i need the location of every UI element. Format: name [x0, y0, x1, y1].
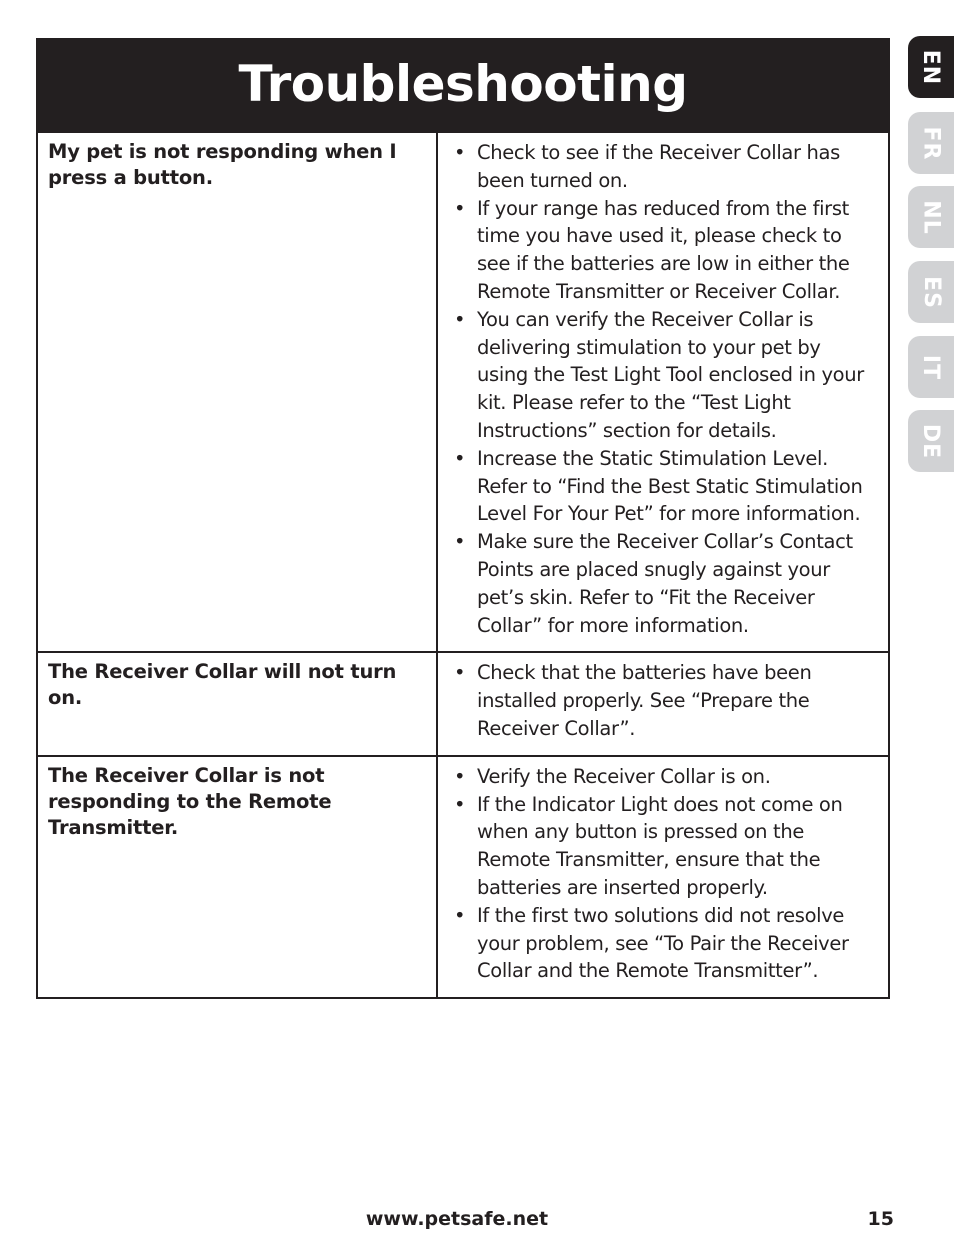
bullet-icon: • [454, 903, 466, 927]
solution-text: If the first two solutions did not resolve your problem, see “To Pair the Receiver Collar and the Remote Transmitter”. [477, 903, 849, 983]
tab-label: NL [918, 199, 944, 235]
list-item [454, 306, 874, 445]
table-row [37, 652, 889, 755]
solution-text: You can verify the Receiver Collar is delivering stimulation to your pet by using the Test Light Tool enclosed in your kit. Please refer to the “Test Light Instructions” section for details. [477, 307, 864, 442]
footer-url[interactable]: www.petsafe.net [365, 1208, 549, 1230]
list-item [454, 139, 874, 195]
list-item [454, 791, 874, 902]
solution-text: Increase the Static Stimulation Level. Refer to “Find the Best Static Stimulation Level For Your Pet” for more information. [477, 446, 863, 526]
solution-list [454, 763, 874, 985]
bullet-icon: • [454, 307, 466, 331]
tab-label: IT [918, 354, 944, 380]
list-item [454, 902, 874, 985]
bullet-icon: • [454, 141, 466, 164]
list-item [454, 763, 874, 791]
solution-text: If your range has reduced from the first time you have used it, please check to see if the batteries are low in either the Remote Transmitter or Receiver Collar. [477, 196, 850, 303]
tab-it[interactable] [908, 336, 954, 398]
bullet-icon: • [454, 764, 466, 788]
tab-label: ES [918, 275, 944, 309]
tab-label: DE [918, 423, 944, 459]
solution-list [454, 139, 874, 639]
bullet-icon: • [454, 196, 466, 220]
solution-text: Check that the batteries have been installed properly. See “Prepare the Receiver Collar”. [477, 661, 812, 740]
tab-fr[interactable] [908, 112, 954, 174]
solution-cell [437, 652, 889, 755]
bullet-icon: • [454, 661, 466, 685]
solution-text: If the Indicator Light does not come on when any button is pressed on the Remote Transmitter, ensure that the batteries are inserted properly. [477, 792, 843, 899]
tab-label: EN [918, 49, 944, 85]
bullet-icon: • [454, 530, 466, 554]
list-item [454, 528, 874, 639]
page-number: 15 [867, 1208, 894, 1230]
solution-text: Verify the Receiver Collar is on. [477, 764, 771, 788]
title-bar [36, 38, 890, 132]
tab-nl[interactable] [908, 186, 954, 248]
tab-label: FR [918, 126, 944, 160]
bullet-icon: • [454, 792, 466, 816]
table-row [37, 132, 889, 652]
problem-cell [37, 756, 437, 998]
problem-cell [37, 132, 437, 652]
list-item [454, 445, 874, 528]
solution-list [454, 659, 874, 742]
problem-text: The Receiver Collar is not responding to the Remote Transmitter. [48, 763, 332, 839]
tab-es[interactable] [908, 261, 954, 323]
problem-cell [37, 652, 437, 755]
problem-text: My pet is not responding when I press a button. [48, 140, 397, 189]
tab-en[interactable] [908, 36, 954, 98]
list-item [454, 659, 874, 742]
solution-text: Make sure the Receiver Collar’s Contact Points are placed snugly against your pet’s skin. Refer to “Fit the Receiver Collar” for more information. [477, 530, 853, 637]
problem-text: The Receiver Collar will not turn on. [48, 660, 397, 710]
table-row [37, 756, 889, 998]
troubleshooting-table [36, 131, 890, 999]
solution-text: Check to see if the Receiver Collar has been turned on. [477, 141, 840, 192]
bullet-icon: • [454, 446, 466, 470]
solution-cell [437, 756, 889, 998]
tab-de[interactable] [908, 410, 954, 472]
solution-cell [437, 132, 889, 652]
page-title: Troubleshooting [238, 55, 688, 113]
list-item [454, 195, 874, 306]
